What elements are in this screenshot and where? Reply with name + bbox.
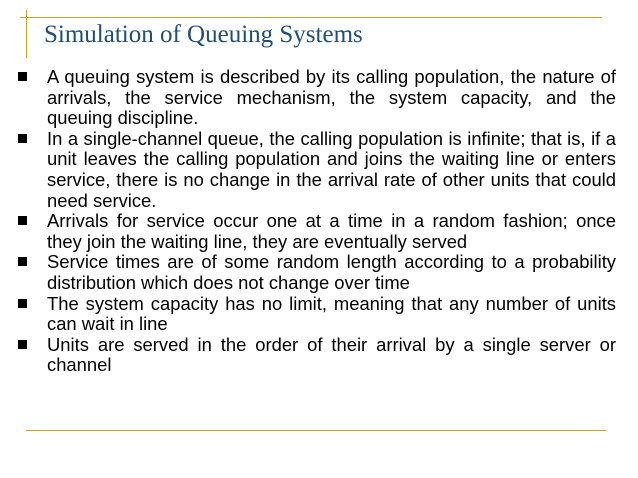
bullet-list <box>16 67 616 376</box>
bottom-rule <box>26 430 606 431</box>
bullet-text: In a single-channel queue, the calling population is infinite; that is, if a unit leaves the calling population and joins the waiting line or enters service, there is no change in the arrival rate of other units that could need service. <box>47 127 616 211</box>
square-bullet-icon <box>18 299 27 308</box>
bullet-item <box>16 67 616 129</box>
bullet-text: Arrivals for service occur one at a time in a random fashion; once they join the waiting line, they are eventually served <box>47 210 616 252</box>
square-bullet-icon <box>18 72 27 81</box>
bullet-text: Service times are of some random length according to a probability distribution which does not change over time <box>47 251 616 293</box>
top-rule <box>20 17 602 18</box>
square-bullet-icon <box>18 340 27 349</box>
bullet-item <box>16 252 616 293</box>
slide-title: Simulation of Queuing Systems <box>44 21 363 48</box>
left-rule <box>26 10 27 58</box>
bullet-item <box>16 294 616 335</box>
bullet-text: The system capacity has no limit, meaning that any number of units can wait in line <box>47 292 616 335</box>
bullet-item <box>16 211 616 252</box>
square-bullet-icon <box>18 134 27 143</box>
bullet-text: Units are served in the order of their arrival by a single server or channel <box>47 333 616 376</box>
square-bullet-icon <box>18 257 27 266</box>
bullet-item <box>16 335 616 376</box>
square-bullet-icon <box>18 216 27 225</box>
bullet-text: A queuing system is described by its calling population, the nature of arrivals, the service mechanism, the system capacity, and the queuing discipline. <box>47 66 616 129</box>
bullet-item <box>16 129 616 211</box>
